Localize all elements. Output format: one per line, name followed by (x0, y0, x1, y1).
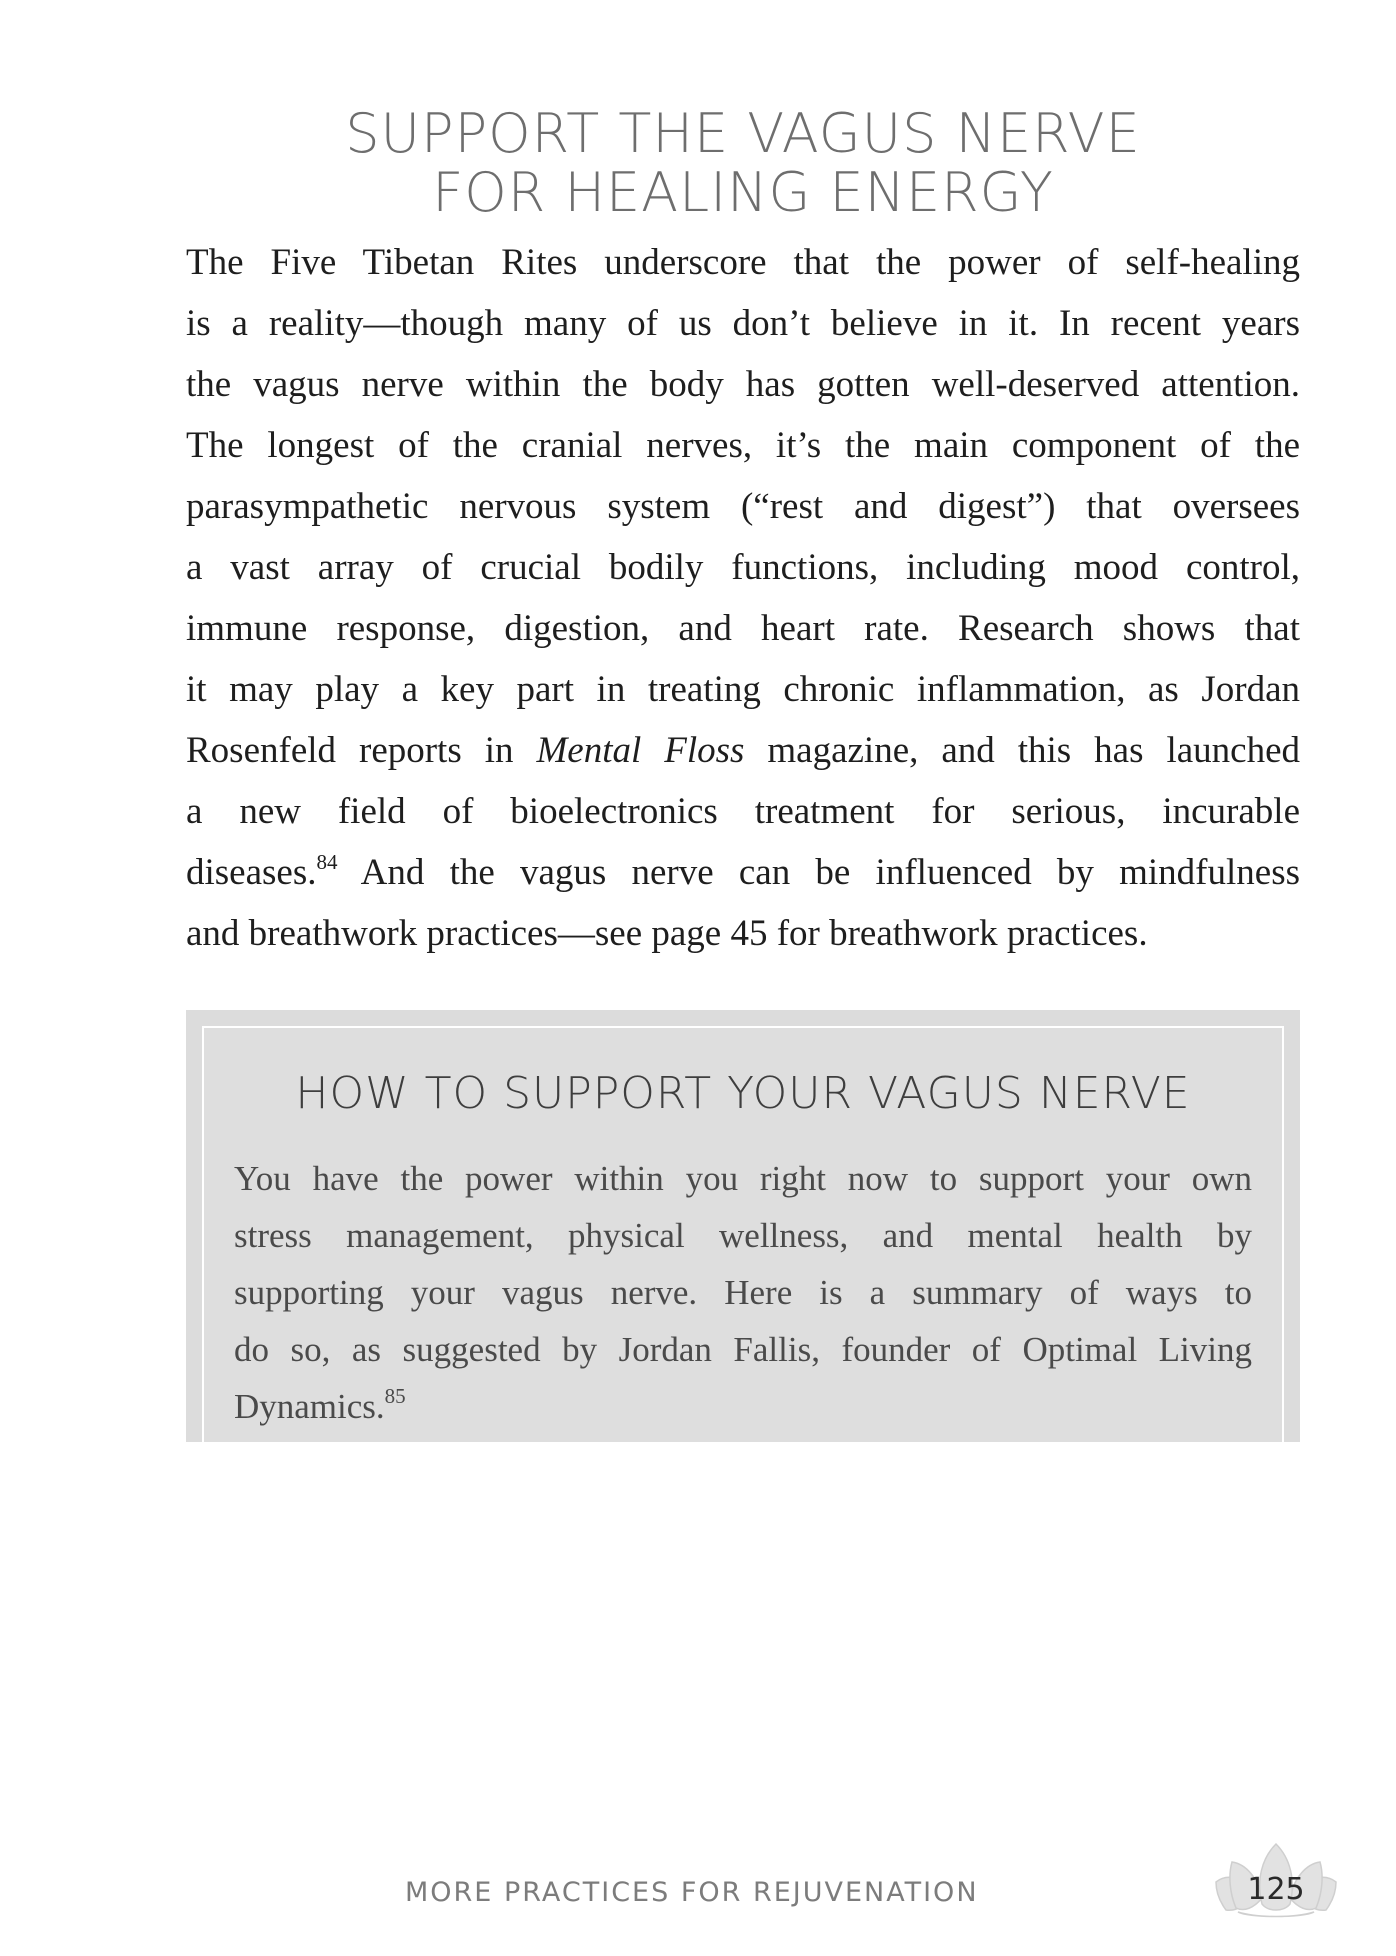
body-text-segment: And the vagus nerve can be influenced by mindfulness (337, 852, 1300, 893)
body-line: The Five Tibetan Rites underscore that the power of self-healing (186, 242, 1300, 283)
body-line (186, 720, 1300, 781)
body-text-segment: diseases. (186, 852, 317, 893)
sidebar-box (186, 1010, 1300, 1442)
body-line: parasympathetic nervous system (“rest and digest”) that oversees (186, 486, 1300, 527)
body-line: a vast array of crucial bodily functions, including mood control, (186, 547, 1300, 588)
body-line: is a reality—though many of us don’t believe in it. In recent years (186, 303, 1300, 344)
page-title-line-2: FOR HEALING ENERGY (432, 161, 1054, 224)
footnote-ref-84: 84 (316, 849, 338, 874)
body-text-segment: magazine, and this has launched (744, 730, 1300, 771)
page-title-line-1: SUPPORT THE VAGUS NERVE (345, 102, 1141, 165)
sidebar-line: You have the power within you right now to support your own (234, 1159, 1252, 1198)
sidebar-line (234, 1378, 1252, 1435)
sidebar-line: do so, as suggested by Jordan Fallis, founder of Optimal Living (234, 1330, 1252, 1369)
body-line: the vagus nerve within the body has gotten well-deserved attention. (186, 364, 1300, 405)
page-number: 125 (1247, 1872, 1305, 1907)
body-line: a new field of bioelectronics treatment for serious, incurable (186, 791, 1300, 832)
sidebar-inner-frame (202, 1026, 1284, 1442)
sidebar-title: HOW TO SUPPORT YOUR VAGUS NERVE (295, 1068, 1191, 1119)
body-line: immune response, digestion, and heart rate. Research shows that (186, 608, 1300, 649)
sidebar-line: supporting your vagus nerve. Here is a summary of ways to (234, 1273, 1252, 1312)
body-line: The longest of the cranial nerves, it’s the main component of the (186, 425, 1300, 466)
body-line: it may play a key part in treating chronic inflammation, as Jordan (186, 669, 1300, 710)
body-line: and breathwork practices—see page 45 for breathwork practices. (186, 913, 1148, 954)
running-footer: MORE PRACTICES FOR REJUVENATION (405, 1877, 979, 1908)
page-title (186, 104, 1300, 222)
sidebar-line: stress management, physical wellness, and mental health by (234, 1216, 1252, 1255)
sidebar-text-segment: Dynamics. (234, 1387, 385, 1426)
magazine-title: Mental Floss (536, 730, 745, 771)
body-paragraph (186, 232, 1300, 964)
sidebar-paragraph (234, 1150, 1252, 1435)
body-text-segment: Rosenfeld reports in (186, 730, 537, 771)
footnote-ref-85: 85 (384, 1384, 406, 1409)
body-line (186, 842, 1300, 903)
